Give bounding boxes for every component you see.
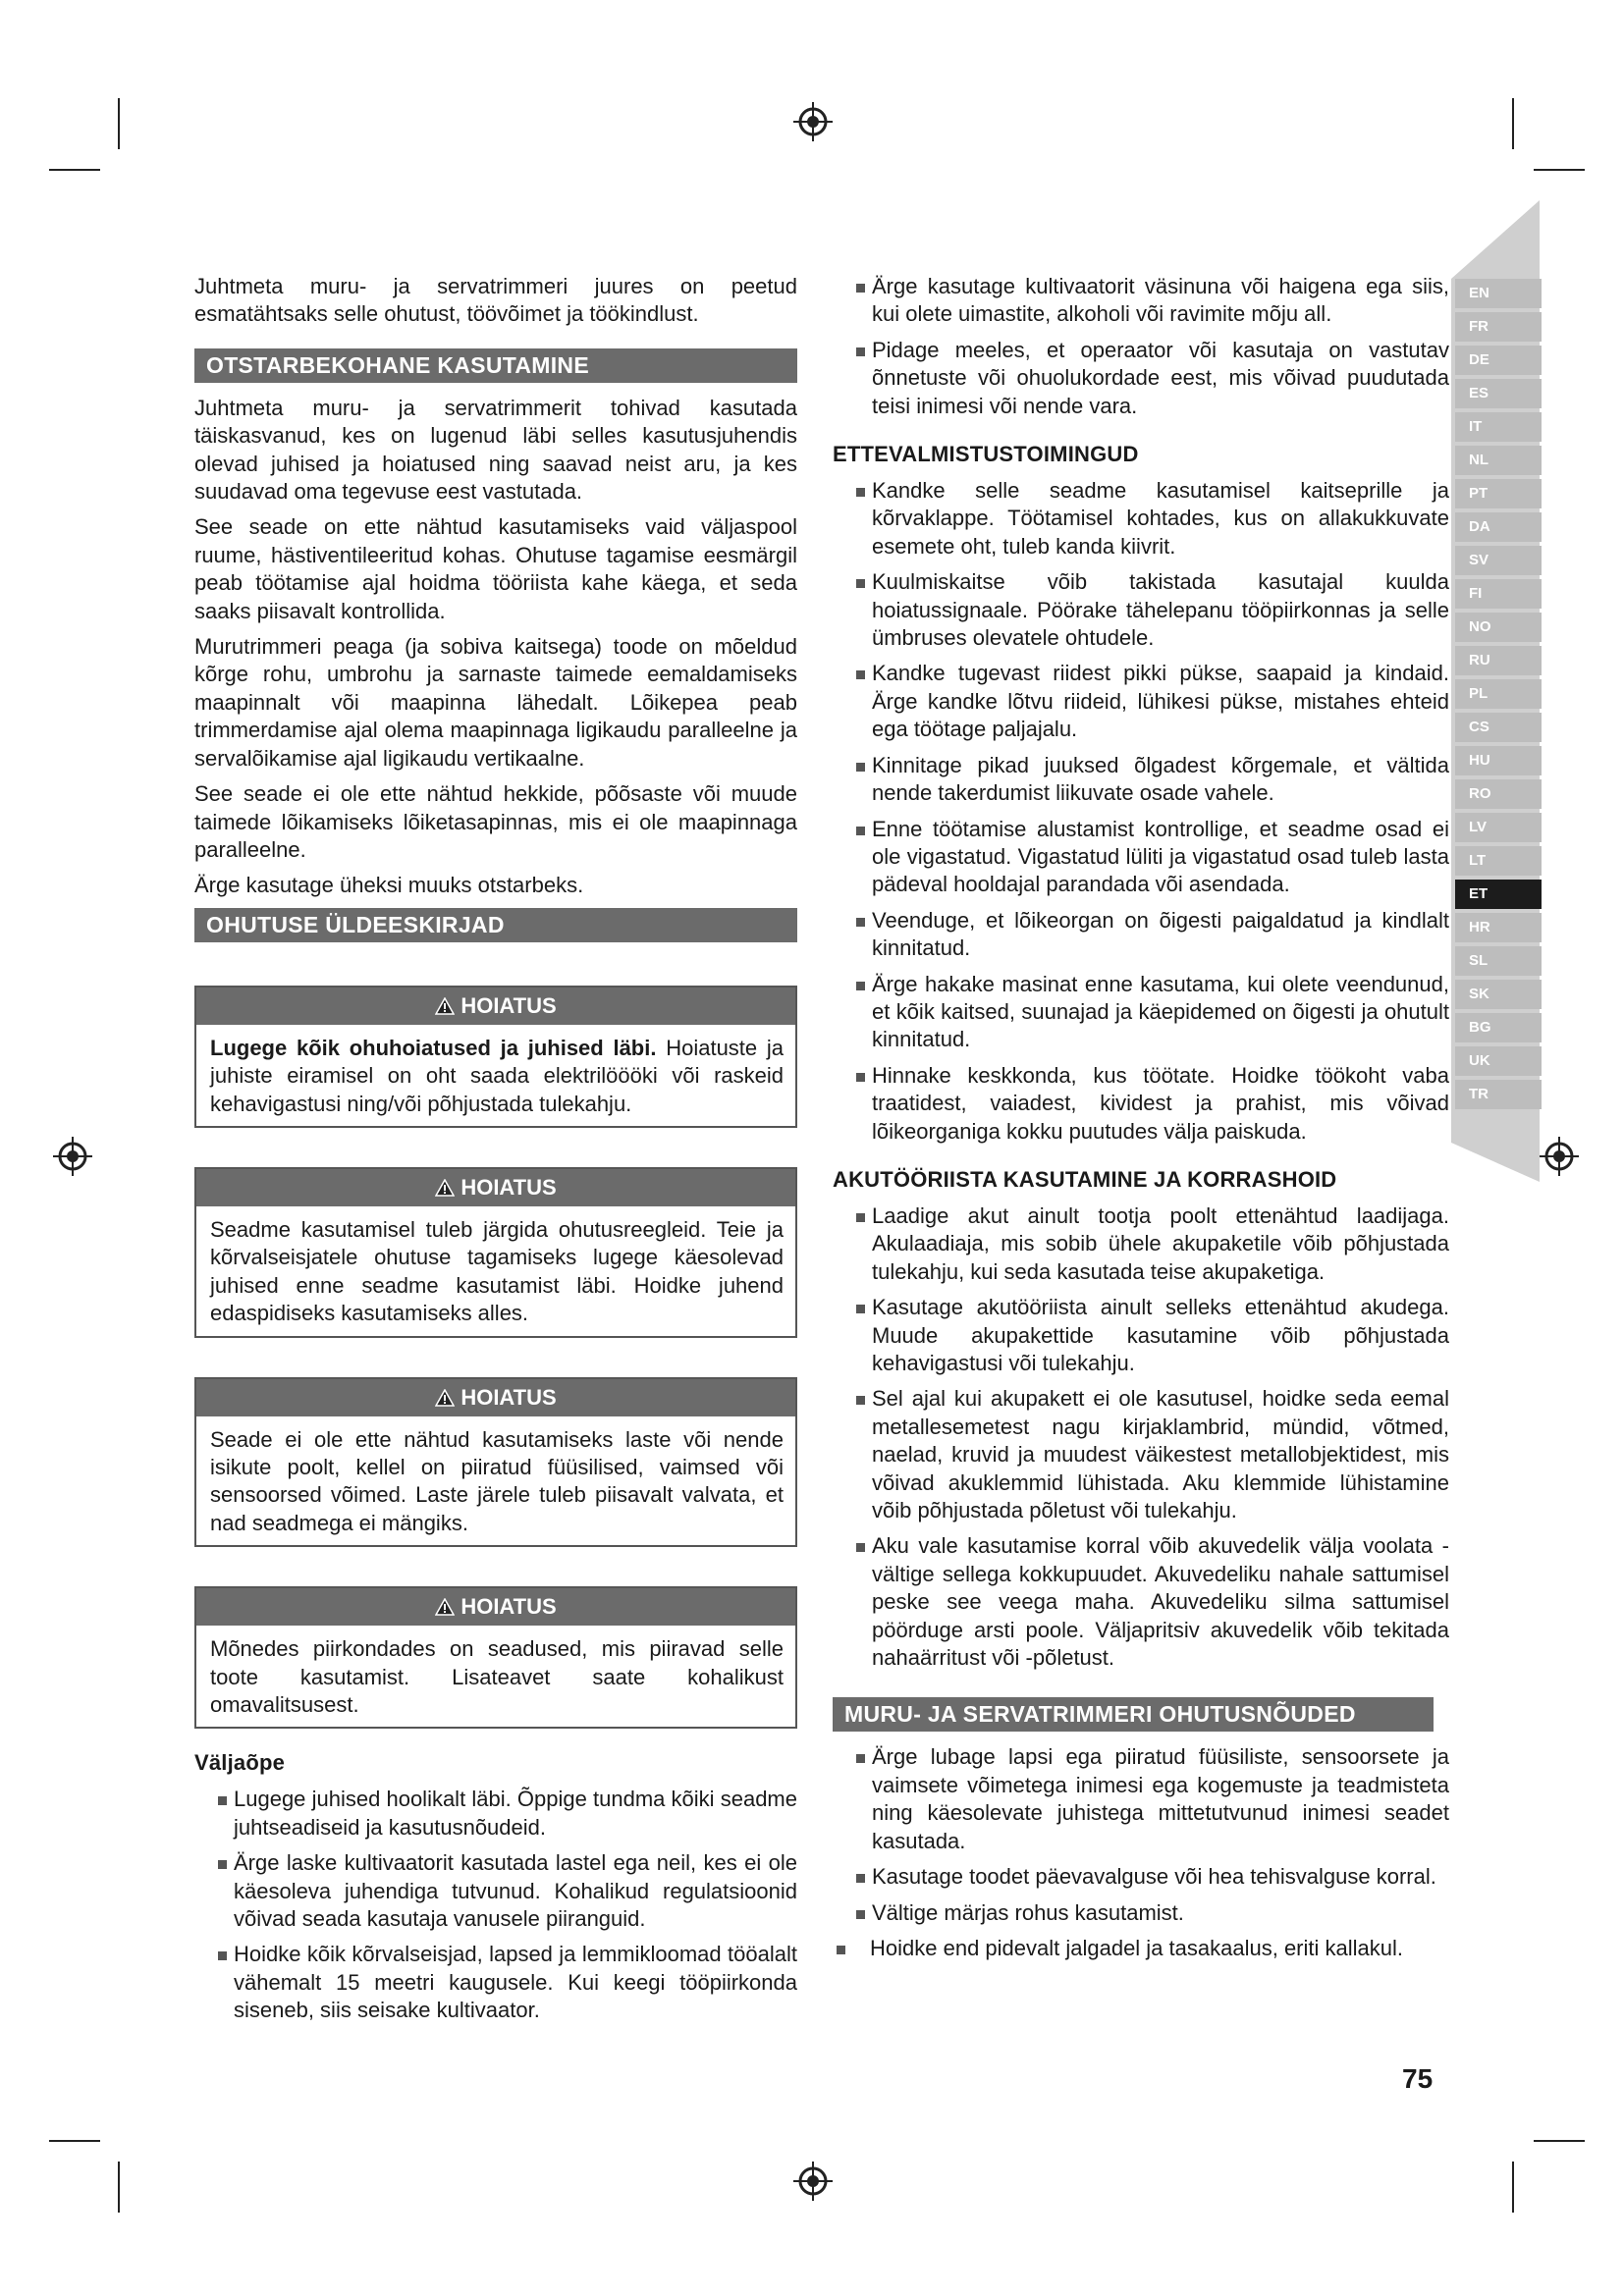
list-item: Hoidke kõik kõrvalseisjad, lapsed ja lemmikloomad tööalalt vähemalt 15 meetri kaugusele. Kui keegi tööpiirkonda siseneb, siis seisake kultivaator.: [194, 1941, 797, 2024]
list-item: Kasutage toodet päevavalguse või hea tehisvalguse korral.: [833, 1863, 1449, 1891]
battery-list: [833, 1202, 1449, 1673]
warning-title: HOIATUS: [460, 1384, 557, 1410]
crop-mark: [1512, 2162, 1514, 2213]
language-tab-hr: HR: [1455, 913, 1542, 942]
right-top-list: [833, 273, 1449, 420]
usage-paragraph: Juhtmeta muru- ja servatrimmerit tohivad kasutada täiskasvanud, kes on lugenud läbi selles kasutusjuhendis olevad juhised ja hoiatused ning saavad neist aru, ja kes suudavad oma tegevuse eest vastutada.: [194, 395, 797, 505]
warning-body-text: Seade ei ole ette nähtud kasutamiseks laste või nende isikute poolt, kellel on piiratud füüsilised, vaimsed või sensoorsed võimed. Laste järele tuleb piisavalt valvata, et nad seadmega ei mängiks.: [210, 1426, 784, 1535]
list-item: Kuulmiskaitse võib takistada kasutajal kuulda hoiatussignaale. Pöörake tähelepanu tööpiirkonnas ja selle ümbruses olevatele ohtudele.: [833, 568, 1449, 652]
language-tab-de: DE: [1455, 346, 1542, 375]
language-tabs: [1455, 279, 1542, 1113]
list-item: Kandke tugevast riidest pikki pükse, saapaid ja kindaid. Ärge kandke lõtvu riideid, lühikesi pükse, mistahes ehteid ega töötage paljajalu.: [833, 660, 1449, 743]
crop-mark: [1534, 2140, 1585, 2142]
preparation-heading: ETTEVALMISTUSTOIMINGUD: [833, 442, 1139, 467]
language-tab-lv: LV: [1455, 813, 1542, 842]
warning-triangle-icon: [435, 1598, 455, 1616]
language-tab-bg: BG: [1455, 1013, 1542, 1042]
usage-paragraph: Murutrimmeri peaga (ja sobiva kaitsega) toode on mõeldud kõrge rohu, umbrohu ja sarnaste taimede eemaldamiseks maapinnalt või maapinna lähedalt. Lõikepea peab trimmerdamise ajal olema maapinnaga ligikaudu paralleelne ja servalõikamise ajal ligikaudu vertikaalne.: [194, 634, 797, 771]
list-item: Enne töötamise alustamist kontrollige, et seadme osad ei ole vigastatud. Vigastatud lüliti ja vigastatud osad tuleb lasta pädeval hooldajal parandada või asendada.: [833, 816, 1449, 899]
language-tab-sl: SL: [1455, 946, 1542, 976]
list-item: Ärge laske kultivaatorit kasutada lastel ega neil, kes ei ole käesoleva juhendiga tutvunud. Kohalikud regulatsioonid võivad seada kasutaja vanusele piiranguid.: [194, 1849, 797, 1933]
warning-header: [196, 988, 795, 1025]
warning-text: [196, 1025, 795, 1126]
warning-triangle-icon: [435, 1179, 455, 1197]
list-item: Vältige märjas rohus kasutamist.: [833, 1899, 1449, 1927]
warning-triangle-icon: [435, 997, 455, 1015]
crop-mark: [118, 2162, 120, 2213]
warning-title: HOIATUS: [460, 992, 557, 1018]
trimmer-list-outdented: [833, 1935, 1449, 1962]
crop-mark: [49, 2140, 100, 2142]
language-tab-ro: RO: [1455, 779, 1542, 809]
language-tab-ru: RU: [1455, 646, 1542, 675]
language-tab-pt: PT: [1455, 479, 1542, 508]
language-tab-et: ET: [1455, 880, 1542, 909]
list-item: Veenduge, et lõikeorgan on õigesti paigaldatud ja kindlalt kinnitatud.: [833, 907, 1449, 963]
section-heading-trimmer: MURU- JA SERVATRIMMERI OHUTUSNÕUDED: [833, 1697, 1434, 1732]
list-item: Ärge hakake masinat enne kasutama, kui olete veendunud, et kõik kaitsed, suunajad ja käepidemed on õigesti ja ohutult kinnitatud.: [833, 971, 1449, 1054]
language-tab-sv: SV: [1455, 546, 1542, 575]
list-item: Kandke selle seadme kasutamisel kaitseprille ja kõrvaklappe. Töötamisel kohtades, kus on allakukkuvate esemete oht, tuleb kanda kiivrit.: [833, 477, 1449, 561]
intro-text: Juhtmeta muru- ja servatrimmeri juures on peetud esmatähtsaks selle ohutust, töövõimet ja töökindlust.: [194, 274, 797, 327]
battery-heading: AKUTÖÖRIISTA KASUTAMINE JA KORRASHOID: [833, 1166, 1337, 1192]
warning-body-text: Seadme kasutamisel tuleb järgida ohutusreegleid. Teie ja kõrvalseisjatele ohutuse tagamiseks lugege käesolevad juhised enne seadme kasutamist läbi. Hoidke juhend edaspidiseks kasutamiseks alles.: [210, 1216, 784, 1326]
list-item: Ärge lubage lapsi ega piiratud füüsiliste, sensoorsete ja vaimsete võimetega inimesi ega kogemuste ja teadmisteta ning käesolevate juhistega mittetutvunud inimesi seadet kasutada.: [833, 1743, 1449, 1855]
warning-body-text: Mõnedes piirkondades on seadused, mis piiravad selle toote kasutamist. Lisateavet saate kohalikust omavalitsusest.: [210, 1636, 784, 1717]
usage-paragraph: See seade ei ole ette nähtud hekkide, põõsaste või muude taimede lõikamiseks lõiketasapinnas, mis ei ole maapinnaga paralleelne.: [194, 781, 797, 862]
registration-mark-icon: [1540, 1137, 1579, 1176]
registration-mark-icon: [53, 1137, 92, 1176]
list-item: Hoidke end pidevalt jalgadel ja tasakaalus, eriti kallakul.: [833, 1935, 1449, 1962]
registration-mark-icon: [793, 102, 833, 141]
training-heading: Väljaõpe: [194, 1750, 286, 1776]
list-item: Pidage meeles, et operaator või kasutaja on vastutav õnnetuste või ohuolukordade eest, mis võivad puudutada teisi inimesi või nende vara.: [833, 337, 1449, 420]
warning-header: [196, 1379, 795, 1416]
section-heading-usage: OTSTARBEKOHANE KASUTAMINE: [194, 348, 797, 383]
page-number: 75: [1402, 2063, 1434, 2094]
list-item: Laadige akut ainult tootja poolt ettenähtud laadijaga. Akulaadiaja, mis sobib ühele akupaketile võib põhjustada tulekahju, kui seda kasutada teise akupaketiga.: [833, 1202, 1449, 1286]
language-tab-fr: FR: [1455, 312, 1542, 342]
training-list: [194, 1786, 797, 2024]
preparation-list: [833, 477, 1449, 1146]
trimmer-list: [833, 1743, 1449, 1926]
warning-body-text: Hoiatuste ja juhiste eiramisel on oht saada elektrilöööki või raskeid kehavigastusi ning/või põhjustada tulekahju.: [210, 1035, 785, 1116]
warning-title: HOIATUS: [460, 1594, 557, 1620]
usage-paragraph: See seade on ette nähtud kasutamiseks vaid väljaspool ruume, hästiventileeritud kohas. Ohutuse tagamise eesmärgil peab töötamise ajal hoidma tööriista kahe käega, et seda saaks piisavalt kontrollida.: [194, 514, 797, 623]
language-tab-da: DA: [1455, 512, 1542, 542]
warning-title: HOIATUS: [460, 1174, 557, 1200]
registration-mark-icon: [793, 2162, 833, 2201]
language-tab-hu: HU: [1455, 746, 1542, 775]
warning-box: [194, 1377, 797, 1548]
language-tab-tr: TR: [1455, 1080, 1542, 1109]
crop-mark: [1512, 98, 1514, 149]
language-tab-fi: FI: [1455, 579, 1542, 609]
language-tab-uk: UK: [1455, 1046, 1542, 1076]
list-item: Hinnake keskkonda, kus töötate. Hoidke töökoht vaba traatidest, vaiadest, kividest ja prahist, mis võivad lõikeorganiga kokku puutudes välja paiskuda.: [833, 1062, 1449, 1146]
warning-header: [196, 1588, 795, 1626]
language-tab-pl: PL: [1455, 679, 1542, 709]
language-tab-nl: NL: [1455, 446, 1542, 475]
list-item: Kasutage akutööriista ainult selleks ettenähtud akudega. Muude akupakettide kasutamine võib põhjustada kehavigastusi või tulekahju.: [833, 1294, 1449, 1377]
language-tab-cs: CS: [1455, 713, 1542, 742]
usage-paragraph: Ärge kasutage üheksi muuks otstarbeks.: [194, 873, 584, 898]
language-tab-sk: SK: [1455, 980, 1542, 1009]
crop-mark: [49, 169, 100, 171]
language-tab-no: NO: [1455, 613, 1542, 642]
left-column: [194, 273, 797, 2033]
section-heading-general: OHUTUSE ÜLDEESKIRJAD: [194, 908, 797, 942]
right-column: [833, 273, 1449, 1970]
warning-box: [194, 1167, 797, 1338]
warning-box: [194, 986, 797, 1128]
warning-triangle-icon: [435, 1389, 455, 1407]
language-tab-lt: LT: [1455, 846, 1542, 876]
warning-box: [194, 1586, 797, 1729]
language-tab-it: IT: [1455, 412, 1542, 442]
warning-bold-text: Lugege kõik ohuhoiatused ja juhised läbi.: [210, 1035, 657, 1060]
language-tab-es: ES: [1455, 379, 1542, 408]
list-item: Ärge kasutage kultivaatorit väsinuna või haigena ega siis, kui olete uimastite, alkoholi või ravimite mõju all.: [833, 273, 1449, 329]
list-item: Lugege juhised hoolikalt läbi. Õppige tundma kõiki seadme juhtseadiseid ja kasutusnõudeid.: [194, 1786, 797, 1842]
language-tab-en: EN: [1455, 279, 1542, 308]
crop-mark: [118, 98, 120, 149]
crop-mark: [1534, 169, 1585, 171]
list-item: Aku vale kasutamise korral võib akuvedelik välja voolata - vältige sellega kokkupuudet. Akuvedeliku nahale sattumisel peske see veega maha. Akuvedeliku silma sattumisel pöörduge arsti poole. Väljapritsiv akuvedelik võib tekitada nahaärritust või -põletust.: [833, 1532, 1449, 1672]
list-item: Sel ajal kui akupakett ei ole kasutusel, hoidke seda eemal metallesemetest nagu kirjaklambrid, mündid, võtmed, naelad, kruvid ja muudest väikestest metallobjektidest, mis võivad akuklemmid lühistada. Aku klemmide lühistamine võib põhjustada põletust või tulekahju.: [833, 1385, 1449, 1524]
list-item: Kinnitage pikad juuksed õlgadest kõrgemale, et vältida nende takerdumist liikuvate osade vahele.: [833, 752, 1449, 808]
warning-header: [196, 1169, 795, 1206]
